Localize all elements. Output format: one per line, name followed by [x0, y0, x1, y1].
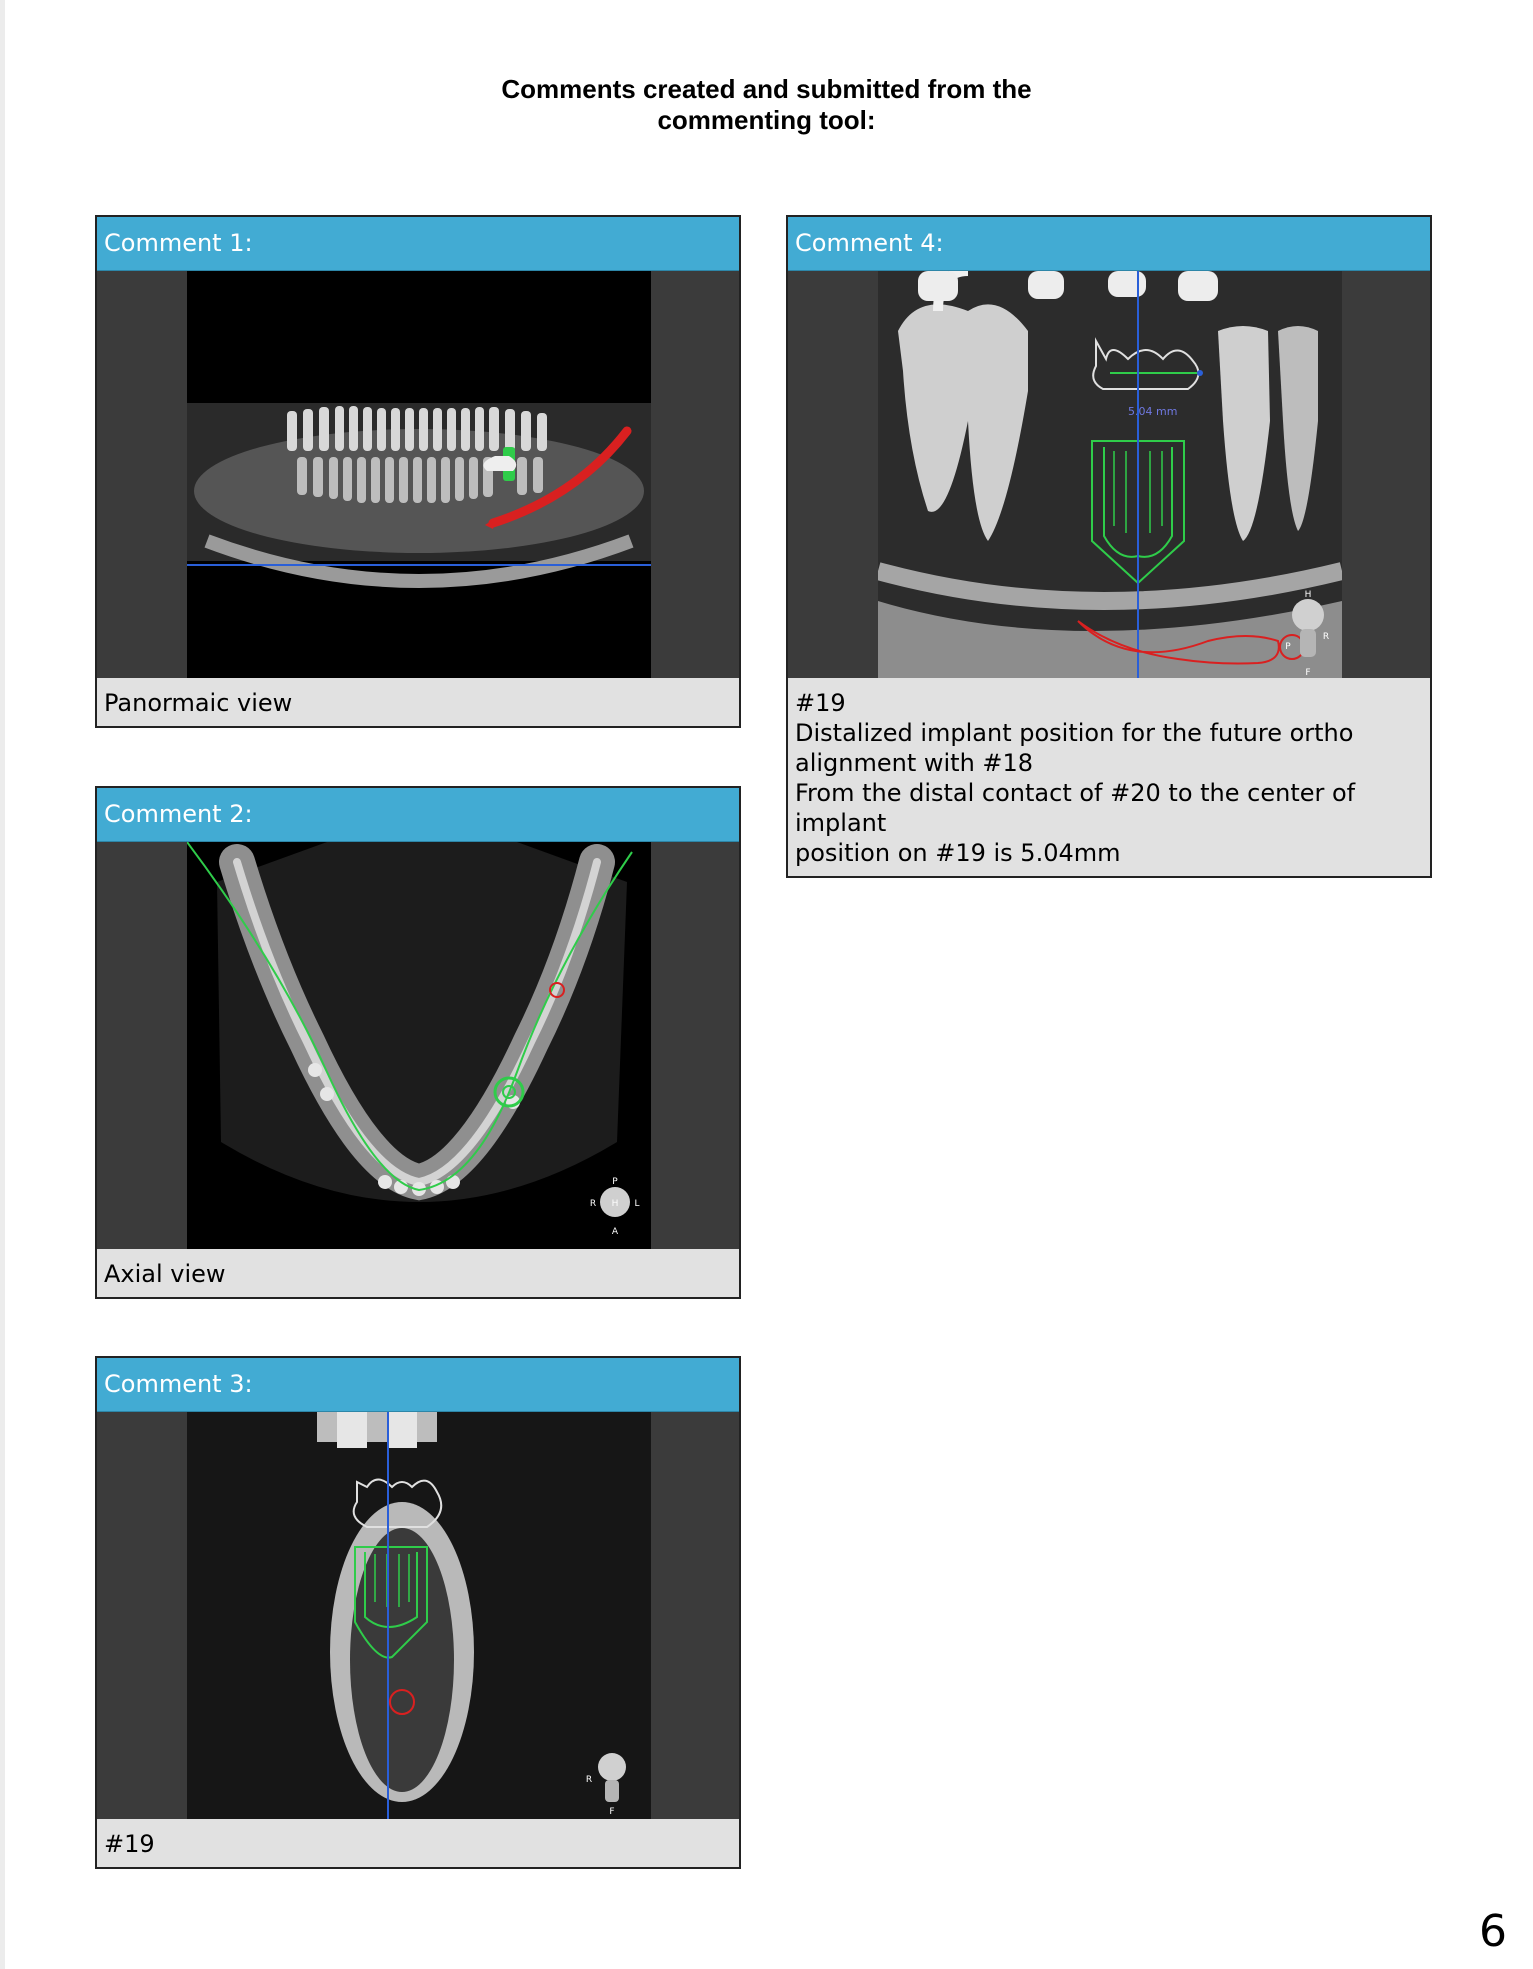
- orientation-label: A: [611, 1227, 619, 1237]
- caption-line: position on #19 is 5.04mm: [795, 839, 1121, 867]
- orientation-label: P: [1285, 642, 1291, 652]
- axial-ct-graphic: [187, 842, 651, 1249]
- comment-card-1: [95, 215, 741, 728]
- sagittal-ct-graphic: [878, 271, 1342, 678]
- caption-line: Axial view: [104, 1260, 226, 1288]
- comment-card-3: [95, 1356, 741, 1869]
- panoramic-xray-image: [97, 271, 739, 678]
- comment-caption: [97, 678, 739, 726]
- comment-header: Comment 4:: [788, 217, 1430, 271]
- caption-line: #19: [104, 1830, 155, 1858]
- orientation-head-icon: [1292, 599, 1324, 631]
- comment-card-2: [95, 786, 741, 1299]
- page-title-line-1: Comments created and submitted from the: [501, 74, 1032, 104]
- caption-line: Panormaic view: [104, 689, 293, 717]
- comment-caption: [97, 1249, 739, 1297]
- caption-line: alignment with #18: [795, 749, 1034, 777]
- cross-sectional-ct-image: [97, 1412, 739, 1819]
- caption-line: Distalized implant position for the future ortho: [795, 719, 1354, 747]
- panoramic-xray-graphic: [187, 271, 651, 678]
- orientation-label: H: [1304, 590, 1312, 600]
- cross-sectional-ct-graphic: [187, 1412, 651, 1819]
- measurement-label: 5.04 mm: [1128, 405, 1178, 418]
- orientation-label: H: [611, 1199, 619, 1209]
- comment-caption: [97, 1819, 739, 1867]
- caption-line: #19: [795, 689, 846, 717]
- comment-header: Comment 3:: [97, 1358, 739, 1412]
- orientation-label: R: [589, 1199, 597, 1209]
- orientation-head-icon: [598, 1753, 626, 1781]
- orientation-label: R: [585, 1775, 593, 1785]
- comment-header: Comment 1:: [97, 217, 739, 271]
- orientation-label: P: [612, 1177, 618, 1187]
- comment-card-4: [786, 215, 1432, 878]
- page-title: [0, 74, 1533, 136]
- page-title-line-2: commenting tool:: [657, 105, 876, 135]
- comment-header: Comment 2:: [97, 788, 739, 842]
- orientation-label: R: [1322, 632, 1330, 642]
- caption-line: From the distal contact of #20 to the center of implant: [795, 779, 1356, 837]
- comment-caption: [788, 678, 1430, 876]
- sagittal-ct-image: [788, 271, 1430, 678]
- orientation-label: L: [634, 1199, 640, 1209]
- page-number: 6: [1479, 1906, 1507, 1957]
- page-edge: [0, 0, 5, 1969]
- orientation-label: F: [609, 1807, 615, 1817]
- axial-ct-image: [97, 842, 739, 1249]
- orientation-label: F: [1305, 668, 1311, 678]
